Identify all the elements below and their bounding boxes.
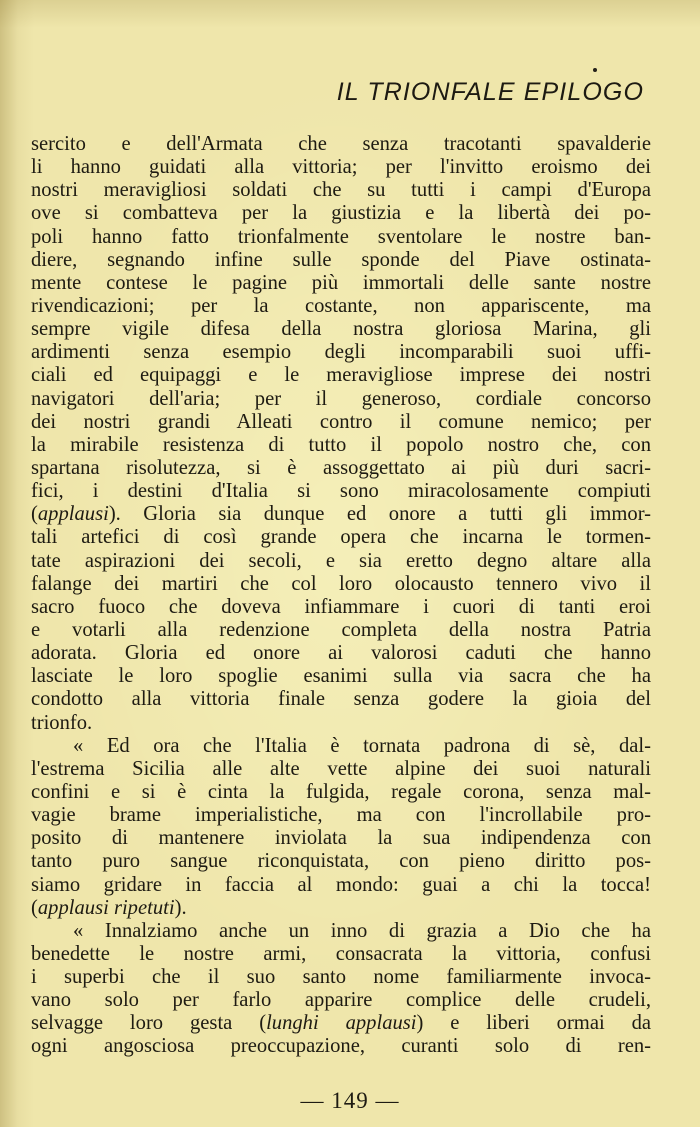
text-line: siamo gridare in faccia al mondo: guai a chi la tocca! <box>31 873 651 896</box>
text-run: ). Gloria sia dunque ed onore a tutti gli immor- <box>108 503 651 526</box>
text-line: li hanno guidati alla vittoria; per l'invitto eroismo dei <box>31 156 651 179</box>
text-line: lasciate le loro spoglie esanimi sulla via sacra che ha <box>31 665 651 688</box>
text-run: ). <box>174 896 187 919</box>
text-line: vano solo per farlo apparire complice delle crudeli, <box>31 989 651 1012</box>
text-line: condotto alla vittoria finale senza godere la gioia del <box>31 688 651 711</box>
text-line: trionfo. <box>31 711 93 734</box>
text-line: spartana risolutezza, si è assoggettato ai più duri sacri- <box>31 456 651 479</box>
text-line <box>31 1012 651 1035</box>
text-line: vagie brame imperialistiche, ma con l'incrollabile pro- <box>31 804 651 827</box>
text-run: selvagge loro gesta ( <box>31 1012 267 1035</box>
text-line: la mirabile resistenza di tutto il popolo nostro che, con <box>31 433 651 456</box>
ink-dot <box>593 68 597 72</box>
page-number: — 149 — <box>300 1088 400 1113</box>
text-line: falange dei martiri che col loro olocausto tennero vivo il <box>31 572 651 595</box>
text-line: sacro fuoco che doveva infiammare i cuori di tanti eroi <box>31 595 651 618</box>
text-line: ove si combatteva per la giustizia e la libertà dei po- <box>31 202 651 225</box>
body-text <box>31 133 651 1059</box>
text-line: mente contese le pagine più immortali delle sante nostre <box>31 271 651 294</box>
text-line: navigatori dell'aria; per il generoso, cordiale concorso <box>31 387 651 410</box>
text-line: confini e si è cinta la fulgida, regale corona, senza mal- <box>31 780 651 803</box>
text-line: nostri meravigliosi soldati che su tutti i campi d'Europa <box>31 179 651 202</box>
text-line: tate aspirazioni dei secoli, e sia eretto degno altare alla <box>31 549 651 572</box>
text-run: ) e liberi ormai da <box>416 1012 651 1035</box>
italic-run: lunghi applausi <box>266 1012 417 1035</box>
text-line: rivendicazioni; per la costante, non appariscente, ma <box>31 294 651 317</box>
text-line: i superbi che il suo santo nome familiarmente invoca- <box>31 966 651 989</box>
text-line: benedette le nostre armi, consacrata la vittoria, confusi <box>31 942 651 965</box>
text-line <box>31 503 651 526</box>
text-line: e votarli alla redenzione completa della nostra Patria <box>31 618 651 641</box>
text-line: diere, segnando infine sulle sponde del Piave ostinata- <box>31 248 651 271</box>
text-line: ogni angosciosa preoccupazione, curanti solo di ren- <box>31 1035 651 1058</box>
text-line: sercito e dell'Armata che senza tracotanti spavalderie <box>31 133 651 155</box>
text-line: poli hanno fatto trionfalmente sventolare le nostre ban- <box>31 225 651 248</box>
text-run: ( <box>31 503 38 526</box>
italic-run: applausi ripetuti <box>37 896 175 919</box>
text-line: tali artefici di così grande opera che incarna le tormen- <box>31 526 651 549</box>
text-line <box>31 897 651 920</box>
text-line: « Innalziamo anche un inno di grazia a Dio che ha <box>73 919 651 942</box>
text-line: adorata. Gloria ed onore ai valorosi caduti che hanno <box>31 642 651 665</box>
text-run: ( <box>31 896 38 919</box>
text-line: ciali ed equipaggi e le meravigliose imprese dei nostri <box>31 364 651 387</box>
italic-run: applausi <box>37 503 109 526</box>
text-line: sempre vigile difesa della nostra gloriosa Marina, gli <box>31 318 651 341</box>
text-line: posito di mantenere inviolata la sua indipendenza con <box>31 827 651 850</box>
text-line: l'estrema Sicilia alle alte vette alpine dei suoi naturali <box>31 757 651 780</box>
text-line: dei nostri grandi Alleati contro il comune nemico; per <box>31 410 651 433</box>
text-line: fici, i destini d'Italia si sono miracolosamente compiuti <box>31 480 651 503</box>
running-title: IL TRIONFALE EPILOGO <box>336 78 644 106</box>
text-line: ardimenti senza esempio degli incomparabili suoi uffi- <box>31 341 651 364</box>
text-line: tanto puro sangue riconquistata, con pieno diritto pos- <box>31 850 651 873</box>
text-line: « Ed ora che l'Italia è tornata padrona di sè, dal- <box>73 734 651 757</box>
